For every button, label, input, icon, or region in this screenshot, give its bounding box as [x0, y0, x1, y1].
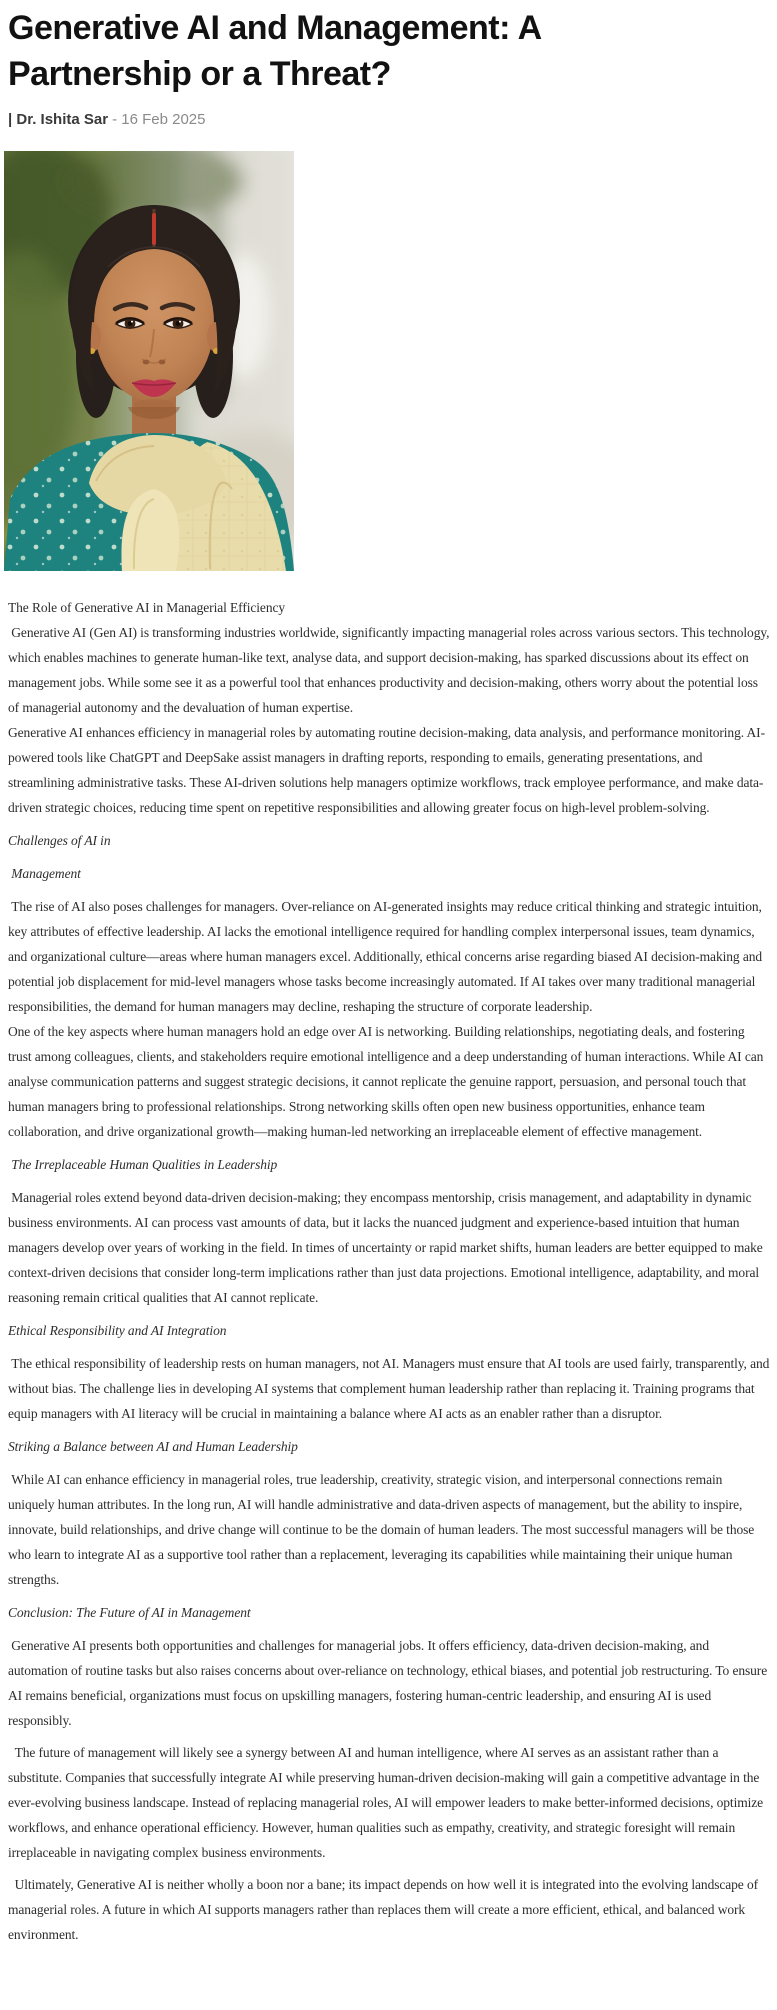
article-paragraph: One of the key aspects where human managers hold an edge over AI is networking. Building relationships, negotiating deals, and fostering trust among colleagues, clients, and stakeholders require emotional intelligence and a deep understanding of human interactions. While AI can analyse communication patterns and suggest strategic decisions, it cannot replicate the genuine rapport, persuasion, and personal touch that human managers bring to professional relationships. Strong networking skills often open new business opportunities, enhance team collaboration, and drive organizational growth—making human-led networking an irreplaceable element of effective management. — [8, 1024, 767, 1139]
section-heading: Ethical Responsibility and AI Integration — [8, 1323, 227, 1338]
article-body — [8, 595, 773, 1947]
author-photo — [4, 151, 294, 571]
article-paragraph: Generative AI enhances efficiency in managerial roles by automating routine decision-making, data analysis, and performance monitoring. AI-powered tools like ChatGPT and DeepSake assist managers in drafting reports, responding to emails, generating presentations, and streamlining administrative tasks. These AI-driven solutions help managers optimize workflows, track employee performance, and make data-driven strategic choices, reducing time spent on repetitive responsibilities and allowing greater focus on high-level problem-solving. — [8, 725, 765, 815]
article-title-line-2: Partnership or a Threat? — [8, 55, 391, 93]
article-paragraph: The ethical responsibility of leadership rests on human managers, not AI. Managers must ensure that AI tools are used fairly, transparently, and without bias. The challenge lies in developing AI systems that complement human leadership rather than replacing it. Training programs that equip managers with AI literacy will be crucial in maintaining a balance where AI acts as an enabler rather than a disruptor. — [8, 1356, 773, 1421]
article-paragraph: While AI can enhance efficiency in managerial roles, true leadership, creativity, strategic vision, and interpersonal connections remain uniquely human attributes. In the long run, AI will handle administrative and data-driven aspects of management, but the ability to inspire, innovate, build relationships, and drive change will continue to be the domain of human leaders. The most successful managers will be those who learn to integrate AI as a supportive tool rather than a replacement, leveraging its capabilities while maintaining their unique human strengths. — [8, 1472, 758, 1587]
article-paragraph: Ultimately, Generative AI is neither wholly a boon nor a bane; its impact depends on how well it is integrated into the evolving landscape of managerial roles. A future in which AI supports managers rather than replaces them will create a more efficient, ethical, and balanced work environment. — [8, 1877, 762, 1942]
section-heading: Challenges of AI in — [8, 833, 111, 848]
article-paragraph: The rise of AI also poses challenges for managers. Over-reliance on AI-generated insights may reduce critical thinking and strategic intuition, key attributes of effective leadership. AI lacks the emotional intelligence required for handling complex interpersonal issues, team dynamics, and organizational culture—areas where human managers excel. Additionally, ethical concerns arise regarding biased AI decision-making and potential job displacement for mid-level managers whose tasks become increasingly automated. If AI takes over many traditional managerial responsibilities, the demand for human managers may decline, reshaping the structure of corporate leadership. — [8, 899, 766, 1014]
section-heading: The Irreplaceable Human Qualities in Leadership — [8, 1157, 278, 1172]
article-title-line-1: Generative AI and Management: A — [8, 9, 542, 47]
byline — [8, 111, 770, 129]
section-heading: Striking a Balance between AI and Human Leadership — [8, 1439, 298, 1454]
article-paragraph: Generative AI (Gen AI) is transforming industries worldwide, significantly impacting managerial roles across various sectors. This technology, which enables machines to generate human-like text, analyse data, and support decision-making, has sparked discussions about its effect on management jobs. While some see it as a powerful tool that enhances productivity and decision-making, others worry about the potential loss of managerial autonomy and the devaluation of human expertise. — [8, 625, 773, 715]
section-heading: Management — [8, 866, 81, 881]
article-paragraph: The future of management will likely see a synergy between AI and human intelligence, where AI serves as an assistant rather than a substitute. Companies that successfully integrate AI while preserving human-driven decision-making will gain a competitive advantage in the ever-evolving business landscape. Instead of replacing managerial roles, AI will empower leaders to make better-informed decisions, optimize workflows, and enhance operational efficiency. However, human qualities such as empathy, creativity, and strategic foresight will remain irreplaceable in navigating complex business environments. — [8, 1745, 767, 1860]
article-title — [8, 3, 770, 97]
article-paragraph: Generative AI presents both opportunities and challenges for managerial jobs. It offers efficiency, data-driven decision-making, and automation of routine tasks but also raises concerns about over-reliance on technology, ethical biases, and potential job restructuring. To ensure AI remains beneficial, organizations must focus on upskilling managers, fostering human-centric leadership, and ensuring AI is used responsibly. — [8, 1638, 770, 1728]
author-name: | Dr. Ishita Sar — [8, 111, 109, 128]
author-photo-image — [4, 151, 294, 571]
section-heading: Conclusion: The Future of AI in Management — [8, 1605, 251, 1620]
article-paragraph: Managerial roles extend beyond data-driven decision-making; they encompass mentorship, crisis management, and adaptability in dynamic business environments. AI can process vast amounts of data, but it lacks the nuanced judgment and experience-based intuition that human managers develop over years of working in the field. In times of uncertainty or rapid market shifts, human leaders are better equipped to make context-driven decisions that consider long-term implications rather than just data projections. Emotional intelligence, adaptability, and moral reasoning remain critical qualities that AI cannot replicate. — [8, 1190, 766, 1305]
section-intro-line: The Role of Generative AI in Managerial Efficiency — [8, 600, 286, 615]
publish-date: - 16 Feb 2025 — [112, 111, 206, 128]
